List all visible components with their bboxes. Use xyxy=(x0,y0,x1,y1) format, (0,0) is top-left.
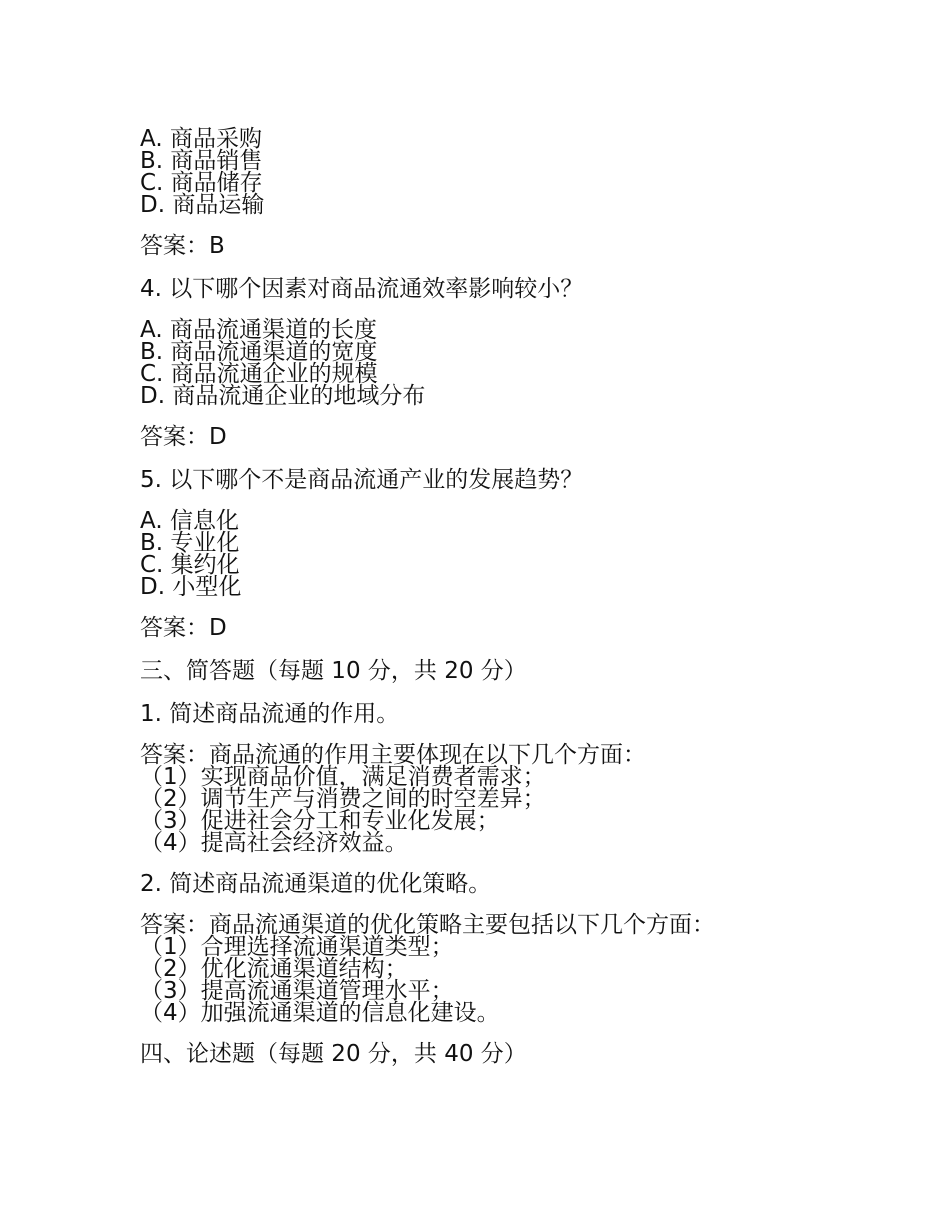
answer-line: （4）加强流通渠道的信息化建设。 xyxy=(140,1000,500,1026)
option-a: A. 信息化 xyxy=(140,508,239,534)
answer-line: （1）实现商品价值，满足消费者需求； xyxy=(140,764,546,790)
option-a: A. 商品流通渠道的长度 xyxy=(140,317,377,343)
q5-options xyxy=(140,510,900,598)
option-b: B. 专业化 xyxy=(140,530,240,556)
q5-answer: 答案：D xyxy=(140,615,227,641)
option-d: D. 商品运输 xyxy=(140,192,265,218)
q5-question: 5. 以下哪个不是商品流通产业的发展趋势？ xyxy=(140,467,584,493)
answer-line: 答案：商品流通的作用主要体现在以下几个方面： xyxy=(140,742,646,768)
q4-options xyxy=(140,319,900,407)
section4-heading: 四、论述题（每题 20 分，共 40 分） xyxy=(140,1041,527,1067)
option-c: C. 集约化 xyxy=(140,552,240,578)
s3-q1-answer xyxy=(140,744,900,854)
option-b: B. 商品流通渠道的宽度 xyxy=(140,339,378,365)
answer-line: （2）优化流通渠道结构； xyxy=(140,956,408,982)
answer-line: （3）促进社会分工和专业化发展； xyxy=(140,808,500,834)
answer-line: （1）合理选择流通渠道类型； xyxy=(140,934,454,960)
option-b: B. 商品销售 xyxy=(140,148,263,174)
q3-answer: 答案：B xyxy=(140,233,225,259)
s3-q2-question: 2. 简述商品流通渠道的优化策略。 xyxy=(140,871,492,897)
s3-q1-question: 1. 简述商品流通的作用。 xyxy=(140,701,400,727)
option-c: C. 商品储存 xyxy=(140,170,263,196)
answer-line: （3）提高流通渠道管理水平； xyxy=(140,978,454,1004)
s3-q2-answer xyxy=(140,914,900,1024)
option-a: A. 商品采购 xyxy=(140,126,262,152)
option-d: D. 小型化 xyxy=(140,574,242,600)
option-c: C. 商品流通企业的规模 xyxy=(140,361,378,387)
q4-question: 4. 以下哪个因素对商品流通效率影响较小？ xyxy=(140,276,584,302)
option-d: D. 商品流通企业的地域分布 xyxy=(140,383,426,409)
q3-options xyxy=(140,128,900,216)
answer-line: （4）提高社会经济效益。 xyxy=(140,830,408,856)
section3-heading: 三、简答题（每题 10 分，共 20 分） xyxy=(140,658,527,684)
q4-answer: 答案：D xyxy=(140,424,227,450)
answer-line: （2）调节生产与消费之间的时空差异； xyxy=(140,786,546,812)
document-page xyxy=(140,128,900,1084)
answer-line: 答案：商品流通渠道的优化策略主要包括以下几个方面： xyxy=(140,912,715,938)
